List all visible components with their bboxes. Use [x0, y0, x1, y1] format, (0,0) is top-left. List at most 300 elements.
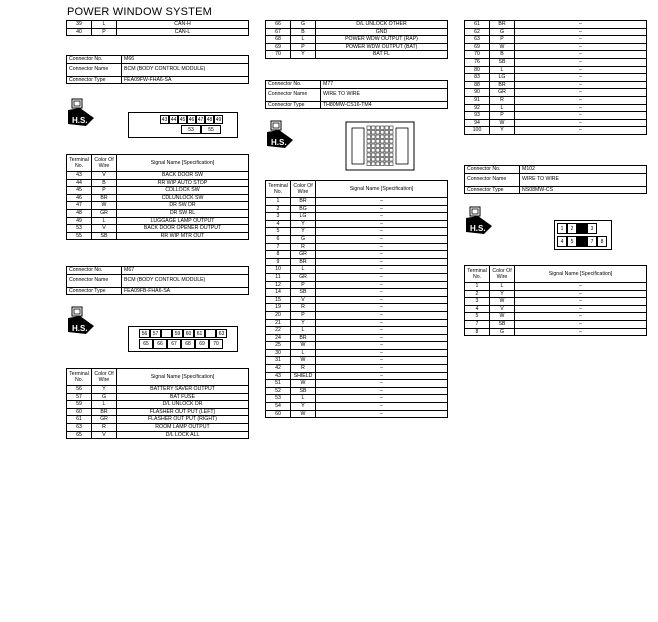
signal-name-cell: CAN-L [117, 28, 249, 36]
connector-cavity [381, 126, 385, 130]
connector-type-value: NS08MW-CS [520, 186, 647, 194]
signal-name-cell: – [316, 228, 448, 236]
wire-color-cell: GR [490, 89, 515, 97]
wire-color-cell: W [490, 119, 515, 127]
signal-name-cell: CDLLOCK SW [117, 187, 249, 195]
table-row [465, 74, 647, 82]
table-row [67, 28, 249, 36]
connector-pin: 55 [201, 125, 221, 134]
table-row [465, 36, 647, 44]
connector-type-value: FEA09FW-FHA6-SA [122, 76, 249, 84]
wire-color-cell: Y [291, 403, 316, 411]
terminal-no-cell: 7 [465, 320, 490, 328]
wire-color-cell: L [92, 401, 117, 409]
m67-pin-table [66, 368, 249, 439]
signal-name-cell: – [316, 357, 448, 365]
signal-name-cell: – [515, 313, 647, 321]
signal-name-cell: – [316, 281, 448, 289]
wire-color-cell: W [92, 202, 117, 210]
table-row [67, 401, 249, 409]
table-row [67, 431, 249, 439]
table-row [266, 357, 448, 365]
signal-name-cell: LUGGAGE LAMP OUTPUT [117, 217, 249, 225]
connector-pin: 2 [567, 223, 577, 234]
signal-name-cell: DR SW DR [117, 202, 249, 210]
table-row [465, 104, 647, 112]
wire-color-cell: G [291, 21, 316, 29]
terminal-no-cell: 55 [67, 232, 92, 240]
signal-name-cell: – [316, 258, 448, 266]
wire-color-cell: R [291, 304, 316, 312]
terminal-no-cell: 31 [266, 357, 291, 365]
connector-cavity [372, 131, 376, 135]
connector-name-value: BCM (BODY CONTROL MODULE) [122, 274, 249, 287]
m77-connector-info [265, 80, 448, 109]
connector-cavity [372, 149, 376, 153]
table-row [67, 416, 249, 424]
connector-cavity [376, 135, 380, 139]
connector-cavity [367, 153, 371, 157]
wire-color-cell: GR [291, 273, 316, 281]
terminal-no-cell: 57 [67, 393, 92, 401]
connector-cavity [367, 131, 371, 135]
connector-pin: 44 [170, 116, 177, 123]
top-right-table [464, 20, 647, 135]
signal-name-cell: – [515, 58, 647, 66]
terminal-no-cell: 61 [67, 416, 92, 424]
signal-name-cell: – [316, 273, 448, 281]
terminal-no-cell: 94 [465, 119, 490, 127]
wire-color-cell: G [92, 393, 117, 401]
hs-label: H.S. [72, 116, 88, 125]
connector-cavity [367, 158, 371, 162]
terminal-no-cell: 43 [266, 372, 291, 380]
signal-name-cell: CDLUNLOCK SW [117, 194, 249, 202]
wire-color-cell: W [490, 313, 515, 321]
m66-connector-info [66, 55, 249, 84]
signal-name-cell: – [515, 119, 647, 127]
terminal-no-cell: 60 [266, 410, 291, 418]
connector-type-label: Connector Type [266, 101, 321, 109]
connector-name-value: WIRE TO WIRE [520, 173, 647, 186]
table-row [266, 319, 448, 327]
table-row [266, 28, 448, 36]
terminal-no-cell: 91 [465, 96, 490, 104]
connector-cavity [390, 126, 394, 130]
table-row [465, 112, 647, 120]
connector-pin: 48 [206, 116, 213, 123]
connector-pin: 1 [557, 223, 567, 234]
harness-side-icon [66, 304, 96, 336]
connector-type-value: FEA09FB-FHA6-SA [122, 287, 249, 295]
terminal-no-cell: 80 [465, 66, 490, 74]
terminal-no-cell: 1 [266, 198, 291, 206]
terminal-no-cell: 70 [266, 51, 291, 59]
terminal-no-cell: 66 [266, 21, 291, 29]
terminal-no-cell: 45 [67, 187, 92, 195]
table-row [67, 194, 249, 202]
signal-name-cell: FLASHER OUT PUT (LEFT) [117, 408, 249, 416]
signal-name-cell: RR WIP AUTO STOP [117, 179, 249, 187]
signal-name-cell: – [515, 28, 647, 36]
signal-name-cell: – [515, 43, 647, 51]
wire-color-cell: W [291, 410, 316, 418]
wire-color-cell: W [291, 342, 316, 350]
connector-no-label: Connector No. [465, 166, 520, 174]
connector-cavity [381, 131, 385, 135]
terminal-no-cell: 69 [266, 43, 291, 51]
connector-type-label: Connector Type [465, 186, 520, 194]
connector-cavity [367, 135, 371, 139]
wire-color-cell: G [291, 235, 316, 243]
table-row [465, 298, 647, 306]
terminal-no-cell: 51 [266, 380, 291, 388]
connector-pin: 8 [597, 236, 607, 247]
table-row [465, 66, 647, 74]
table-row [266, 243, 448, 251]
connector-no-label: Connector No. [67, 56, 122, 64]
terminal-no-cell: 52 [266, 387, 291, 395]
terminal-no-cell: 61 [465, 21, 490, 29]
connector-cavity [381, 144, 385, 148]
terminal-no-cell: 76 [465, 58, 490, 66]
signal-name-cell: – [316, 372, 448, 380]
connector-cavity [372, 144, 376, 148]
signal-name-cell: – [515, 320, 647, 328]
connector-no-label: Connector No. [67, 267, 122, 275]
signal-name-cell: – [316, 243, 448, 251]
signal-name-cell: – [515, 96, 647, 104]
connector-no-label: Connector No. [266, 81, 321, 89]
connector-pin [161, 329, 172, 338]
table-row [67, 423, 249, 431]
connector-pin: 5 [567, 236, 577, 247]
connector-cavity [381, 153, 385, 157]
signal-name-header: Signal Name [Specification] [117, 369, 249, 386]
connector-cavity [385, 162, 389, 166]
connector-cavity [372, 162, 376, 166]
terminal-no-cell: 47 [67, 202, 92, 210]
wire-color-cell: P [291, 43, 316, 51]
connector-cavity [385, 126, 389, 130]
m67-connector-face [128, 326, 238, 352]
terminal-no-cell: 12 [266, 281, 291, 289]
wire-color-cell: Y [291, 220, 316, 228]
terminal-no-cell: 42 [266, 365, 291, 373]
connector-pin: 53 [181, 125, 201, 134]
connector-pin: 70 [209, 339, 223, 349]
table-row [465, 43, 647, 51]
terminal-no-cell: 68 [266, 36, 291, 44]
connector-pin: 59 [172, 329, 183, 338]
table-row [266, 304, 448, 312]
terminal-no-cell: 6 [266, 235, 291, 243]
connector-cavity [385, 135, 389, 139]
connector-cavity [385, 158, 389, 162]
signal-name-cell: – [515, 298, 647, 306]
connector-pin [577, 236, 587, 247]
wire-color-cell: L [92, 217, 117, 225]
wire-color-cell: Y [291, 319, 316, 327]
table-row [266, 235, 448, 243]
signal-name-cell: – [515, 51, 647, 59]
terminal-no-cell: 7 [266, 243, 291, 251]
connector-cavity [372, 126, 376, 130]
terminal-no-cell: 39 [67, 21, 92, 29]
table-row [266, 281, 448, 289]
signal-name-cell: D/L UNLOCK DR [117, 401, 249, 409]
terminal-no-cell: 70 [465, 51, 490, 59]
wire-color-cell: B [92, 179, 117, 187]
table-row [266, 43, 448, 51]
terminal-no-cell: 43 [67, 172, 92, 180]
terminal-no-cell: 92 [465, 104, 490, 112]
terminal-no-cell: 63 [465, 36, 490, 44]
signal-name-cell: BACK DOOR SW [117, 172, 249, 180]
signal-name-cell: – [316, 296, 448, 304]
wire-color-cell: SB [490, 58, 515, 66]
table-row [266, 273, 448, 281]
table-row [266, 311, 448, 319]
wire-color-cell: W [490, 298, 515, 306]
signal-name-cell: D/L UNLOCK OTHER [316, 21, 448, 29]
connector-pin: 45 [179, 116, 186, 123]
connector-pin: 47 [197, 116, 204, 123]
connector-cavity [372, 135, 376, 139]
signal-name-cell: – [316, 327, 448, 335]
connector-cavity [385, 144, 389, 148]
wire-color-cell: BR [291, 334, 316, 342]
table-row [266, 289, 448, 297]
connector-cavity [367, 144, 371, 148]
signal-name-cell: – [316, 334, 448, 342]
connector-type-value: TH80MW-CS16-TM4 [321, 101, 448, 109]
terminal-no-cell: 62 [465, 28, 490, 36]
terminal-no-cell: 53 [67, 225, 92, 233]
table-row [465, 21, 647, 29]
connector-cavity [372, 140, 376, 144]
signal-name-cell: POWER WDW OUTPUT (BAT) [316, 43, 448, 51]
wire-color-cell: P [490, 36, 515, 44]
terminal-no-cell: 8 [266, 251, 291, 259]
terminal-no-cell: 1 [465, 283, 490, 291]
signal-name-cell: – [515, 305, 647, 313]
signal-name-cell: – [515, 112, 647, 120]
hs-label: H.S. [72, 324, 88, 333]
terminal-no-cell: 44 [67, 179, 92, 187]
wire-color-cell: R [92, 423, 117, 431]
connector-cavity [376, 158, 380, 162]
signal-name-cell: BATTERY SAVER OUTPUT [117, 386, 249, 394]
signal-name-cell: – [316, 410, 448, 418]
wire-color-cell: BR [92, 408, 117, 416]
signal-name-cell: BACK DOOR OPENER OUTPUT [117, 225, 249, 233]
terminal-no-cell: 20 [266, 311, 291, 319]
signal-name-cell: RR WIP MTR OUT [117, 232, 249, 240]
table-row [266, 213, 448, 221]
signal-name-cell: – [515, 89, 647, 97]
wire-color-cell: BR [291, 198, 316, 206]
signal-name-cell: – [515, 21, 647, 29]
table-row [465, 81, 647, 89]
m66-connector-face [128, 112, 238, 138]
table-row [266, 220, 448, 228]
signal-name-cell: – [316, 205, 448, 213]
connector-cavity [376, 140, 380, 144]
connector-no-value: M67 [122, 267, 249, 275]
m77-pin-table [265, 180, 448, 418]
signal-name-cell: DR SW RL [117, 209, 249, 217]
hs-label: H.S. [271, 138, 287, 147]
terminal-no-cell: 5 [465, 313, 490, 321]
table-row [67, 225, 249, 233]
m102-connector-info [464, 165, 647, 194]
wire-color-cell: Y [92, 386, 117, 394]
wire-color-cell: SHIELD [291, 372, 316, 380]
table-row [465, 96, 647, 104]
table-row [266, 266, 448, 274]
terminal-no-cell: 49 [67, 217, 92, 225]
connector-cavity [390, 162, 394, 166]
terminal-no-cell: 54 [266, 403, 291, 411]
wire-color-cell: R [490, 96, 515, 104]
connector-pin: 67 [167, 339, 181, 349]
table-row [67, 21, 249, 29]
connector-cavity [381, 162, 385, 166]
m102-connector-face [554, 220, 612, 250]
connector-name-value: BCM (BODY CONTROL MODULE) [122, 63, 249, 76]
terminal-no-cell: 67 [266, 28, 291, 36]
terminal-no-cell: 9 [266, 258, 291, 266]
signal-name-cell: – [515, 74, 647, 82]
wire-color-cell: V [92, 172, 117, 180]
signal-name-cell: – [316, 349, 448, 357]
table-row [67, 386, 249, 394]
terminal-no-header: Terminal No. [266, 181, 291, 198]
wire-color-cell: L [291, 36, 316, 44]
terminal-no-cell: 2 [266, 205, 291, 213]
connector-cavity [367, 162, 371, 166]
terminal-no-cell: 22 [266, 327, 291, 335]
wire-color-cell: W [291, 357, 316, 365]
connector-cavity [390, 158, 394, 162]
color-of-wire-header: Color Of Wire [291, 181, 316, 198]
wire-color-cell: SB [291, 289, 316, 297]
signal-name-cell: – [515, 36, 647, 44]
signal-name-cell: – [515, 328, 647, 336]
connector-type-label: Connector Type [67, 76, 122, 84]
connector-pin: 43 [161, 116, 168, 123]
table-row [266, 296, 448, 304]
wire-color-cell: B [291, 28, 316, 36]
signal-name-cell: – [316, 365, 448, 373]
terminal-no-cell: 14 [266, 289, 291, 297]
wire-color-cell: P [291, 281, 316, 289]
connector-cavity [390, 153, 394, 157]
wire-color-cell: LG [490, 74, 515, 82]
wire-color-cell: B [490, 51, 515, 59]
signal-name-cell: – [515, 283, 647, 291]
signal-name-cell: – [316, 387, 448, 395]
terminal-no-cell: 15 [266, 296, 291, 304]
connector-cavity [376, 162, 380, 166]
table-row [465, 119, 647, 127]
signal-name-cell: – [515, 66, 647, 74]
signal-name-cell: POWER WDW OUTPUT (RAP) [316, 36, 448, 44]
table-row [465, 305, 647, 313]
wire-color-cell: L [291, 349, 316, 357]
terminal-no-cell: 48 [67, 209, 92, 217]
connector-cavity [367, 126, 371, 130]
wire-color-cell: R [291, 365, 316, 373]
top-middle-table [265, 20, 448, 59]
wire-color-cell: L [92, 21, 117, 29]
table-row [266, 327, 448, 335]
connector-cavity [390, 140, 394, 144]
wire-color-cell: BR [92, 194, 117, 202]
signal-name-cell: BAT FL [316, 51, 448, 59]
signal-name-cell: CAN-H [117, 21, 249, 29]
wire-color-cell: SB [92, 232, 117, 240]
wire-color-cell: W [291, 380, 316, 388]
page-title: POWER WINDOW SYSTEM [67, 6, 212, 18]
signal-name-cell: D/L LOCK ALL [117, 431, 249, 439]
table-row [266, 342, 448, 350]
table-row [266, 372, 448, 380]
table-row [67, 179, 249, 187]
connector-cavity [381, 135, 385, 139]
signal-name-cell: – [316, 395, 448, 403]
m66-pin-table [66, 154, 249, 240]
terminal-no-cell: 63 [67, 423, 92, 431]
signal-name-cell: – [316, 266, 448, 274]
signal-name-cell: – [515, 104, 647, 112]
wire-color-cell: V [92, 225, 117, 233]
connector-cavity [381, 149, 385, 153]
table-row [266, 51, 448, 59]
color-of-wire-header: Color Of Wire [92, 155, 117, 172]
terminal-no-cell: 46 [67, 194, 92, 202]
wire-color-cell: P [92, 28, 117, 36]
signal-name-cell: – [515, 127, 647, 135]
connector-pin: 65 [139, 339, 153, 349]
terminal-no-cell: 3 [465, 298, 490, 306]
wire-color-cell: BR [490, 21, 515, 29]
connector-pin: 56 [139, 329, 150, 338]
terminal-no-header: Terminal No. [67, 155, 92, 172]
connector-cavity [376, 144, 380, 148]
connector-name-label: Connector Name [67, 63, 122, 76]
wire-color-cell: GR [92, 416, 117, 424]
table-row [465, 328, 647, 336]
terminal-no-cell: 88 [465, 81, 490, 89]
signal-name-cell: – [515, 81, 647, 89]
signal-name-cell: – [316, 342, 448, 350]
table-row [465, 127, 647, 135]
table-row [266, 380, 448, 388]
terminal-no-cell: 56 [67, 386, 92, 394]
wire-color-cell: BR [291, 258, 316, 266]
table-row [266, 349, 448, 357]
terminal-no-cell: 40 [67, 28, 92, 36]
terminal-no-cell: 69 [465, 43, 490, 51]
table-row [266, 228, 448, 236]
table-row [67, 217, 249, 225]
connector-no-value: M66 [122, 56, 249, 64]
terminal-no-cell: 30 [266, 349, 291, 357]
table-row [465, 89, 647, 97]
wire-color-cell: V [92, 431, 117, 439]
